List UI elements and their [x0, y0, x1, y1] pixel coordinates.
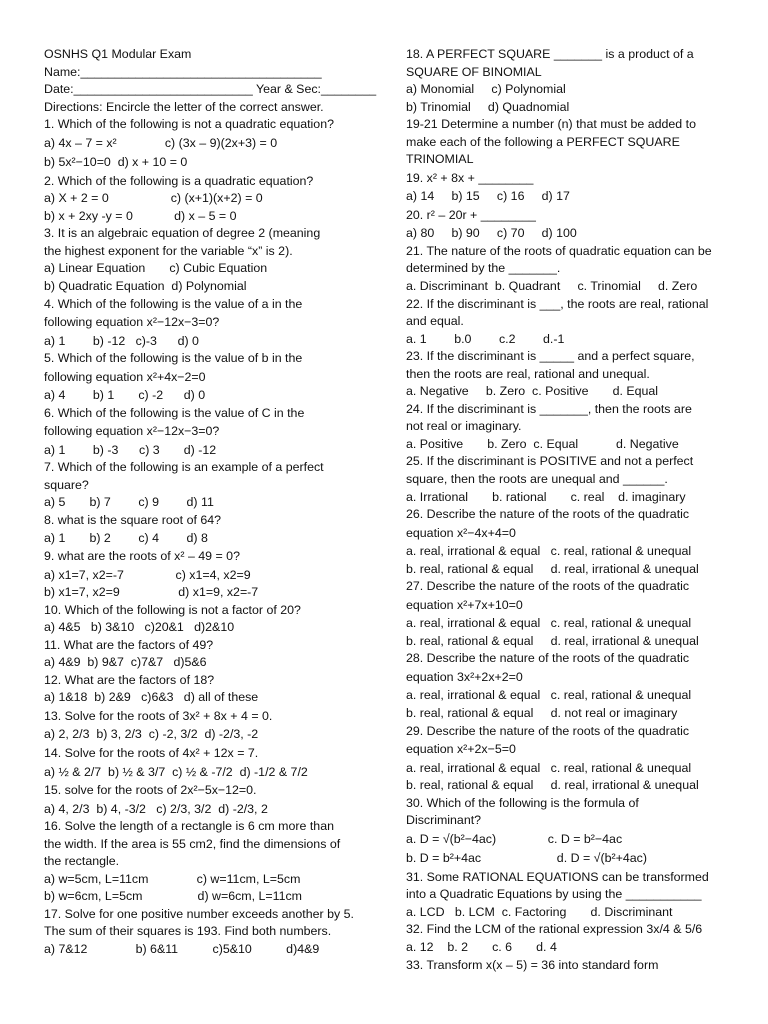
right-line: b. real, rational & equal d. real, irrational & unequal — [406, 778, 699, 793]
left-line: 9. what are the roots of x² – 49 = 0? — [44, 549, 240, 564]
right-line: 21. The nature of the roots of quadratic equation can be — [406, 243, 712, 258]
left-line: Directions: Encircle the letter of the correct answer. — [44, 99, 324, 114]
right-line: a. Discriminant b. Quadrant c. Trinomial d. Zero — [406, 279, 698, 294]
right-line: make each of the following a PERFECT SQUARE — [406, 134, 680, 149]
left-line: 2. Which of the following is a quadratic equation? — [44, 173, 314, 188]
left-line: a) 1&18 b) 2&9 c)6&3 d) all of these — [44, 690, 259, 705]
left-line: the width. If the area is 55 cm2, find the dimensions of — [44, 836, 341, 851]
right-line: 25. If the discriminant is POSITIVE and not a perfect — [406, 454, 694, 469]
left-line: 1. Which of the following is not a quadratic equation? — [44, 117, 334, 132]
right-line: a) 80 b) 90 c) 70 d) 100 — [406, 226, 577, 241]
left-line: a) 4, 2/3 b) 4, -3/2 c) 2/3, 3/2 d) -2/3, 2 — [44, 801, 268, 816]
right-line: 33. Transform x(x – 5) = 36 into standard form — [406, 957, 659, 972]
left-column — [44, 46, 377, 958]
right-line: 19. x² + 8x + ________ — [406, 170, 534, 185]
left-line: a) 7&12 b) 6&11 c)5&10 d)4&9 — [44, 941, 320, 956]
left-line: a) 1 b) 2 c) 4 d) 8 — [44, 530, 208, 545]
right-line: TRINOMIAL — [406, 152, 474, 167]
left-line: 3. It is an algebraic equation of degree 2 (meaning — [44, 226, 321, 241]
left-line: a) 5 b) 7 c) 9 d) 11 — [44, 495, 214, 510]
left-line: 6. Which of the following is the value of C in the — [44, 405, 305, 420]
left-line: b) x + 2xy -y = 0 d) x – 5 = 0 — [44, 208, 237, 223]
left-line: 10. Which of the following is not a factor of 20? — [44, 602, 301, 617]
right-line: a. D = √(b²−4ac) c. D = b²−4ac — [406, 831, 623, 846]
left-line: b) x1=7, x2=9 d) x1=9, x2=-7 — [44, 585, 259, 600]
right-line: b. real, rational & equal d. real, irrational & unequal — [406, 561, 699, 576]
left-line: b) 5x²−10=0 d) x + 10 = 0 — [44, 155, 188, 170]
right-line: 31. Some RATIONAL EQUATIONS can be transformed — [406, 869, 709, 884]
right-line: a. 1 b.0 c.2 d.-1 — [406, 331, 565, 346]
right-line: equation 3x²+2x+2=0 — [406, 669, 523, 684]
left-line: 11. What are the factors of 49? — [44, 637, 214, 652]
left-line: OSNHS Q1 Modular Exam — [44, 47, 192, 61]
right-line: 20. r² – 20r + ________ — [406, 207, 536, 222]
left-line: 16. Solve the length of a rectangle is 6 cm more than — [44, 819, 334, 834]
left-line: 7. Which of the following is an example of a perfect — [44, 460, 324, 475]
left-line: a) x1=7, x2=-7 c) x1=4, x2=9 — [44, 567, 251, 582]
left-line: The sum of their squares is 193. Find both numbers. — [44, 924, 332, 939]
left-line: a) 1 b) -3 c) 3 d) -12 — [44, 442, 217, 457]
right-line: a) Monomial c) Polynomial — [406, 82, 566, 97]
right-line: equation x²−4x+4=0 — [406, 525, 516, 540]
left-line: a) 1 b) -12 c)-3 d) 0 — [44, 333, 199, 348]
right-line: b. D = b²+4ac d. D = √(b²+4ac) — [406, 851, 647, 866]
right-line: Discriminant? — [406, 813, 482, 828]
left-line: a) 2, 2/3 b) 3, 2/3 c) -2, 3/2 d) -2/3, -2 — [44, 727, 259, 742]
right-line: 29. Describe the nature of the roots of the quadratic — [406, 723, 690, 738]
right-line: SQUARE OF BINOMIAL — [406, 64, 542, 79]
left-line: a) Linear Equation c) Cubic Equation — [44, 261, 268, 276]
right-line: a. real, irrational & equal c. real, rational & unequal — [406, 544, 692, 559]
right-line: 27. Describe the nature of the roots of the quadratic — [406, 579, 690, 594]
right-line: 23. If the discriminant is _____ and a perfect square, — [406, 349, 695, 364]
right-line: not real or imaginary. — [406, 419, 522, 434]
left-line: a) 4x – 7 = x² c) (3x – 9)(2x+3) = 0 — [44, 135, 278, 150]
right-line: determined by the _______. — [406, 261, 561, 276]
right-line: equation x²+2x−5=0 — [406, 742, 516, 757]
left-line: the rectangle. — [44, 854, 120, 869]
left-line: following equation x²+4x−2=0 — [44, 369, 206, 384]
left-line: a) 4&5 b) 3&10 c)20&1 d)2&10 — [44, 620, 235, 635]
right-line: a. LCD b. LCM c. Factoring d. Discriminant — [406, 904, 673, 919]
right-line: a. 12 b. 2 c. 6 d. 4 — [406, 939, 557, 954]
right-line: 24. If the discriminant is _______, then the roots are — [406, 401, 692, 416]
left-line: following equation x²−12x−3=0? — [44, 424, 220, 439]
left-line: 4. Which of the following is the value of a in the — [44, 296, 303, 311]
right-line: square, then the roots are unequal and ______. — [406, 472, 668, 487]
right-line: 22. If the discriminant is ___, the roots are real, rational — [406, 296, 709, 311]
left-line: b) w=6cm, L=5cm d) w=6cm, L=11cm — [44, 889, 302, 904]
left-line: the highest exponent for the variable “x” is 2). — [44, 243, 293, 258]
left-line: a) w=5cm, L=11cm c) w=11cm, L=5cm — [44, 871, 301, 886]
right-line: equation x²+7x+10=0 — [406, 597, 523, 612]
left-line: b) Quadratic Equation d) Polynomial — [44, 279, 247, 294]
left-line: a) 4&9 b) 9&7 c)7&7 d)5&6 — [44, 655, 207, 670]
right-line: a. Negative b. Zero c. Positive d. Equal — [406, 384, 659, 399]
left-line: a) 4 b) 1 c) -2 d) 0 — [44, 388, 206, 403]
left-line: a) ½ & 2/7 b) ½ & 3/7 c) ½ & -7/2 d) -1/2 & 7/2 — [44, 764, 308, 779]
left-line: 15. solve for the roots of 2x²−5x−12=0. — [44, 783, 257, 798]
right-line: 26. Describe the nature of the roots of the quadratic — [406, 507, 690, 522]
left-line: 8. what is the square root of 64? — [44, 512, 222, 527]
right-line: 19-21 Determine a number (n) that must be added to — [406, 117, 696, 132]
right-line: a. real, irrational & equal c. real, rational & unequal — [406, 688, 692, 703]
right-line: and equal. — [406, 314, 464, 329]
left-line: 5. Which of the following is the value of b in the — [44, 351, 303, 366]
left-line: 12. What are the factors of 18? — [44, 672, 215, 687]
left-line: Date:__________________________ Year & Sec:________ — [44, 82, 377, 97]
left-line: a) X + 2 = 0 c) (x+1)(x+2) = 0 — [44, 191, 263, 206]
right-line: a. real, irrational & equal c. real, rational & unequal — [406, 616, 692, 631]
right-line: a) 14 b) 15 c) 16 d) 17 — [406, 189, 570, 204]
left-line: square? — [44, 477, 89, 492]
right-line: 32. Find the LCM of the rational expression 3x/4 & 5/6 — [406, 922, 703, 937]
right-line: 30. Which of the following is the formula of — [406, 795, 639, 810]
right-column — [406, 46, 738, 974]
left-line: following equation x²−12x−3=0? — [44, 315, 220, 330]
right-line: a. real, irrational & equal c. real, rational & unequal — [406, 760, 692, 775]
right-line: b) Trinomial d) Quadnomial — [406, 99, 570, 114]
right-line: a. Positive b. Zero c. Equal d. Negative — [406, 436, 679, 451]
right-line: b. real, rational & equal d. not real or imaginary — [406, 706, 678, 720]
right-line: into a Quadratic Equations by using the ___________ — [406, 887, 702, 902]
right-line: 18. A PERFECT SQUARE _______ is a product of a — [406, 47, 694, 61]
left-line: 13. Solve for the roots of 3x² + 8x + 4 = 0. — [44, 708, 273, 723]
right-line: 28. Describe the nature of the roots of the quadratic — [406, 651, 690, 666]
left-line: 14. Solve for the roots of 4x² + 12x = 7. — [44, 746, 259, 760]
left-line: 17. Solve for one positive number exceeds another by 5. — [44, 906, 354, 921]
right-line: a. Irrational b. rational c. real d. imaginary — [406, 489, 686, 504]
right-line: then the roots are real, rational and unequal. — [406, 366, 650, 381]
right-line: b. real, rational & equal d. real, irrational & unequal — [406, 633, 699, 648]
left-line: Name:___________________________________ — [44, 64, 322, 79]
